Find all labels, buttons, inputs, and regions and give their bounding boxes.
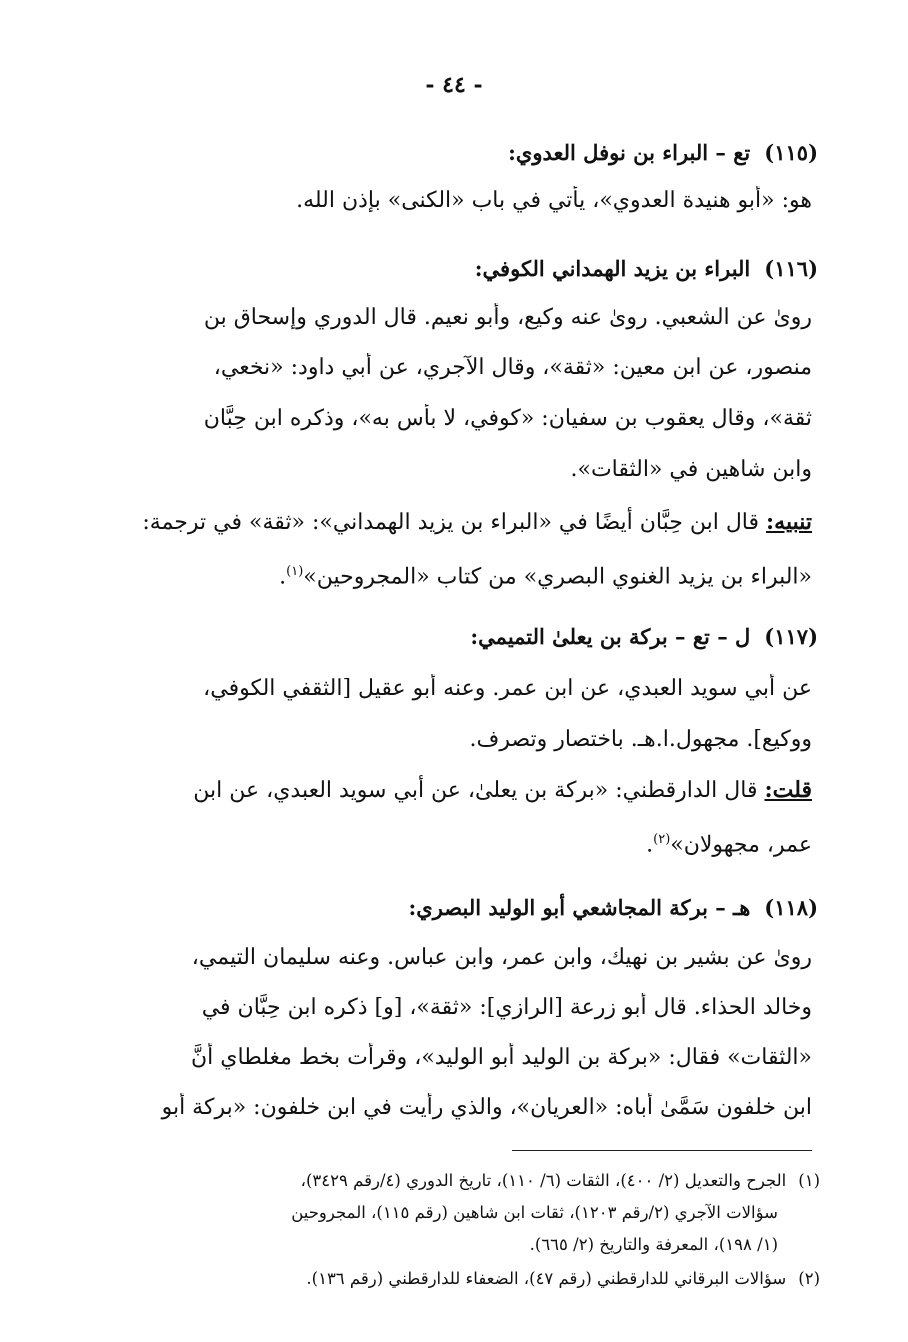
entry-number: (١١٥) xyxy=(764,140,818,165)
entry-text-line: ووكيع]. مجهول.ا.هـ. باختصار وتصرف. xyxy=(469,727,812,752)
entry-text-line: «الثقات» فقال: «بركة بن الوليد أبو الوليد»، وقرأت بخط مغلطاي أنَّ xyxy=(191,1045,812,1070)
entry-number: (١١٨) xyxy=(764,895,818,920)
entry-heading xyxy=(100,624,818,649)
entry-text-line: هو: «أبو هنيدة العدوي»، يأتي في باب «الكنى» بإذن الله. xyxy=(296,188,812,213)
note-text: قال ابن حِبَّان أيضًا في «البراء بن يزيد الهمداني»: «ثقة» في ترجمة: xyxy=(142,510,760,535)
note-line: «البراء بن يزيد الغنوي البصري» من كتاب «المجروحين»$^{(١)}$. xyxy=(279,564,812,590)
entry-text-line: روىٰ عن الشعبي. روىٰ عنه وكيع، وأبو نعيم. قال الدوري وإسحاق بن xyxy=(203,305,812,330)
entry-text-line: وابن شاهين في «الثقات». xyxy=(570,457,812,482)
entry-text-line: عن أبي سويد العبدي، عن ابن عمر. وعنه أبو عقيل [الثقفي الكوفي، xyxy=(203,676,812,701)
footnote-number: (٢) xyxy=(798,1269,820,1288)
footnote-line xyxy=(96,1268,820,1290)
note-text: عمر، مجهولان» xyxy=(670,832,812,858)
note-label: قلت: xyxy=(764,777,812,803)
entry-text-line: وخالد الحذاء. قال أبو زرعة [الرازي]: «ثقة»، [و] ذكره ابن حِبَّان في xyxy=(201,995,812,1020)
entry-heading xyxy=(100,256,818,281)
note-text: «البراء بن يزيد الغنوي البصري» من كتاب «المجروحين» xyxy=(303,564,812,590)
entry-title: هـ – بركة المجاشعي أبو الوليد البصري: xyxy=(408,895,751,920)
note-line xyxy=(96,507,812,538)
footnote-number: (١) xyxy=(798,1171,820,1190)
entry-number: (١١٦) xyxy=(764,256,818,281)
entry-text-line: ابن خلفون سَمَّىٰ أباه: «العريان»، والذي رأيت في ابن خلفون: «بركة أبو xyxy=(161,1095,812,1120)
entry-heading xyxy=(100,895,818,920)
footnote-ref: (٢) xyxy=(653,832,671,847)
entry-title: البراء بن يزيد الهمداني الكوفي: xyxy=(474,256,751,281)
entry-text-line: ثقة»، وقال يعقوب بن سفيان: «كوفي، لا بأس به»، وذكره ابن حِبَّان xyxy=(203,406,812,431)
note-line: عمر، مجهولان»$^{(٢)}$. xyxy=(646,832,812,858)
entry-title: ل – تع – بركة بن يعلىٰ التميمي: xyxy=(470,624,751,649)
footnote-line: (١/ ١٩٨)، المعرفة والتاريخ (٢/ ٦٦٥). xyxy=(529,1235,778,1254)
entry-heading xyxy=(100,140,818,165)
entry-title: تع – البراء بن نوفل العدوي: xyxy=(508,140,751,165)
page-number: - ٤٤ - xyxy=(425,72,483,98)
footnote-line: سؤالات الآجري (٢/رقم ١٢٠٣)، ثقات ابن شاهين (رقم ١١٥)، المجروحين xyxy=(291,1203,778,1222)
note-text: قال الدارقطني: «بركة بن يعلىٰ، عن أبي سويد العبدي، عن ابن xyxy=(193,778,758,803)
footnote-text: سؤالات البرقاني للدارقطني (رقم ٤٧)، الضعفاء للدارقطني (رقم ١٣٦). xyxy=(306,1269,787,1288)
note-label: تنبيه: xyxy=(766,509,812,535)
footnote-ref: (١) xyxy=(286,564,304,579)
note-line xyxy=(96,775,812,806)
footnote-line xyxy=(96,1170,820,1192)
entry-text-line: روىٰ عن بشير بن نهيك، وابن عمر، وابن عباس. وعنه سليمان التيمي، xyxy=(191,945,812,970)
entry-number: (١١٧) xyxy=(764,624,818,649)
entry-text-line: منصور، عن ابن معين: «ثقة»، وقال الآجري، عن أبي داود: «نخعي، xyxy=(213,355,812,380)
footnote-divider xyxy=(512,1150,812,1151)
footnote-text: الجرح والتعديل (٢/ ٤٠٠)، الثقات (٦/ ١١٠)، تاريخ الدوري (٤/رقم ٣٤٢٩)، xyxy=(300,1171,787,1190)
